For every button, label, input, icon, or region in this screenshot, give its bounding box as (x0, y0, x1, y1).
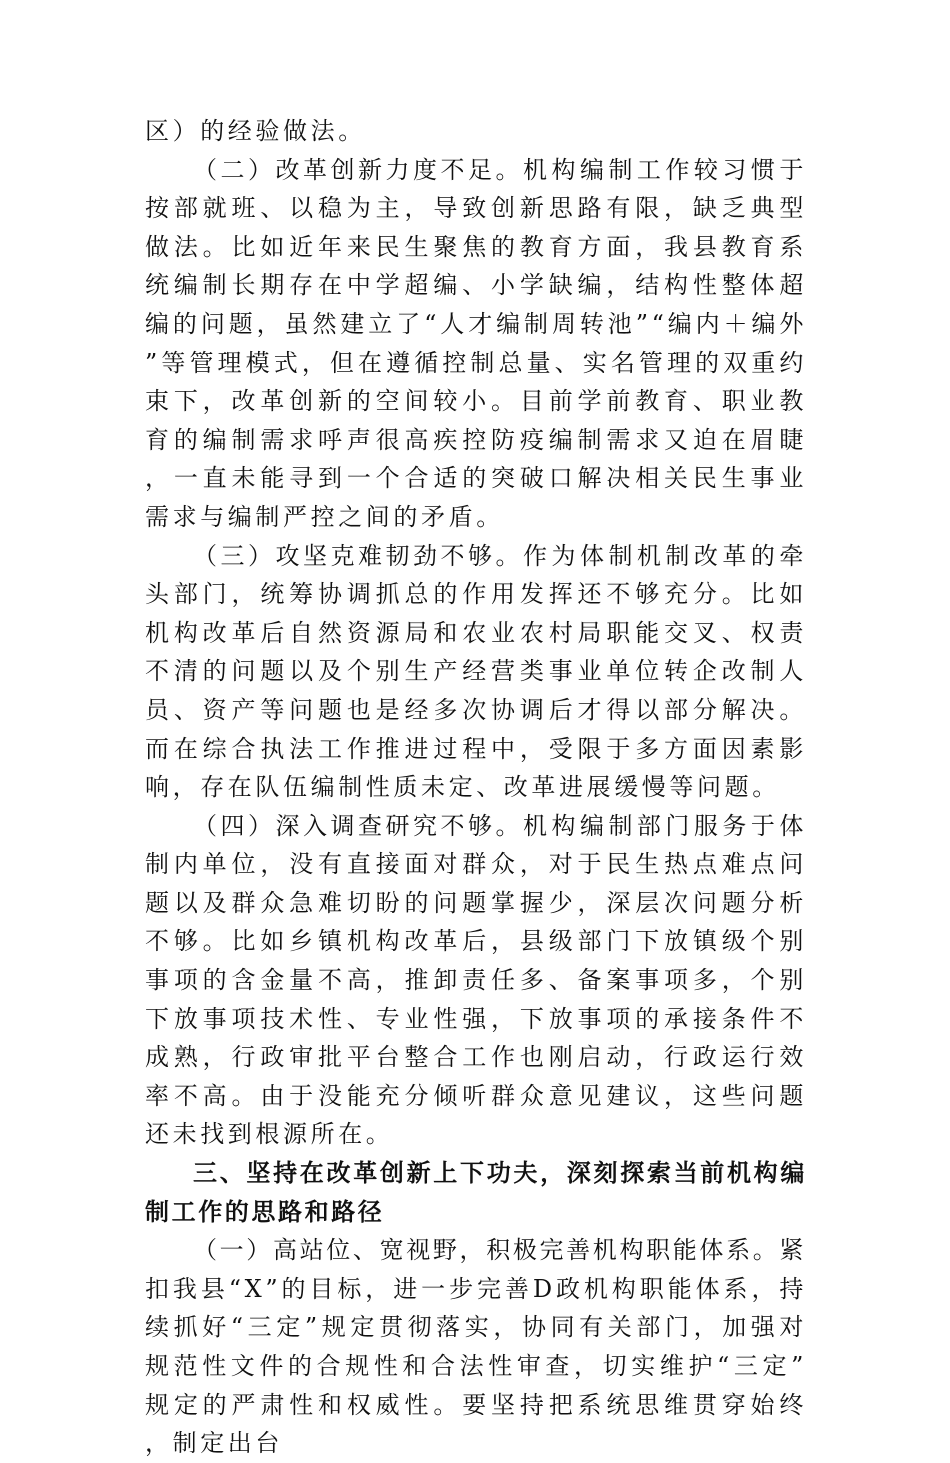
paragraph-text: 区）的经验做法。 (145, 117, 366, 145)
paragraph-innovation (145, 151, 807, 537)
paragraph-text: 紧扣我县“X”的目标，进一步完善D政机构职能体系，持续抓好“三定”规定贯彻落实，协同有关部门，加强对规范性文件的合规性和合法性审查，切实维护“三定”规定的严肃性和权威性。要坚持把系统思维贯穿始终，制定出台 (145, 1236, 807, 1458)
section-heading: 三、坚持在改革创新上下功夫，深刻探索当前机构编制工作的思路和路径 (145, 1159, 807, 1226)
paragraph-text: 机构编制工作较习惯于按部就班、以稳为主，导致创新思路有限，缺乏典型做法。比如近年来民生聚焦的教育方面，我县教育系统编制长期存在中学超编、小学缺编，结构性整体超编的问题，虽然建立了“人才编制周转池”“编内＋编外”等管理模式，但在遵循控制总量、实名管理的双重约束下，改革创新的空间较小。目前学前教育、职业教育的编制需求呼声很高疾控防疫编制需求又迫在眉睫，一直未能寻到一个合适的突破口解决相关民生事业需求与编制严控之间的矛盾。 (145, 155, 808, 531)
paragraph-text: 作为体制机制改革的牵头部门，统筹协调抓总的作用发挥还不够充分。比如机构改革后自然资源局和农业农村局职能交叉、权责不清的问题以及个别生产经营类事业单位转企改制人员、资产等问题也是经多次协调后才得以部分解决。而在综合执法工作推进过程中，受限于多方面因素影响，存在队伍编制性质未定、改革进展缓慢等问题。 (145, 541, 808, 802)
paragraph-lead: （三）攻坚克难韧劲不够。 (193, 541, 523, 570)
paragraph-continuation (145, 112, 807, 151)
paragraph-lead: （一）高站位、宽视野，积极完善机构职能体系。 (193, 1236, 780, 1265)
document-body (145, 112, 807, 1463)
paragraph-positioning (145, 1231, 807, 1463)
paragraph-lead: （二）改革创新力度不足。 (193, 155, 523, 184)
paragraph-text: 机构编制部门服务于体制内单位，没有直接面对群众，对于民生热点难点问题以及群众急难切盼的问题掌握少，深层次问题分析不够。比如乡镇机构改革后，县级部门下放镇级个别事项的含金量不高，推卸责任多、备案事项多，个别下放事项技术性、专业性强，下放事项的承接条件不成熟，行政审批平台整合工作也刚启动，行政运行效率不高。由于没能充分倾听群众意见建议，这些问题还未找到根源所在。 (145, 811, 808, 1149)
paragraph-lead: （四）深入调查研究不够。 (193, 811, 523, 840)
paragraph-perseverance (145, 537, 807, 807)
paragraph-research (145, 807, 807, 1154)
